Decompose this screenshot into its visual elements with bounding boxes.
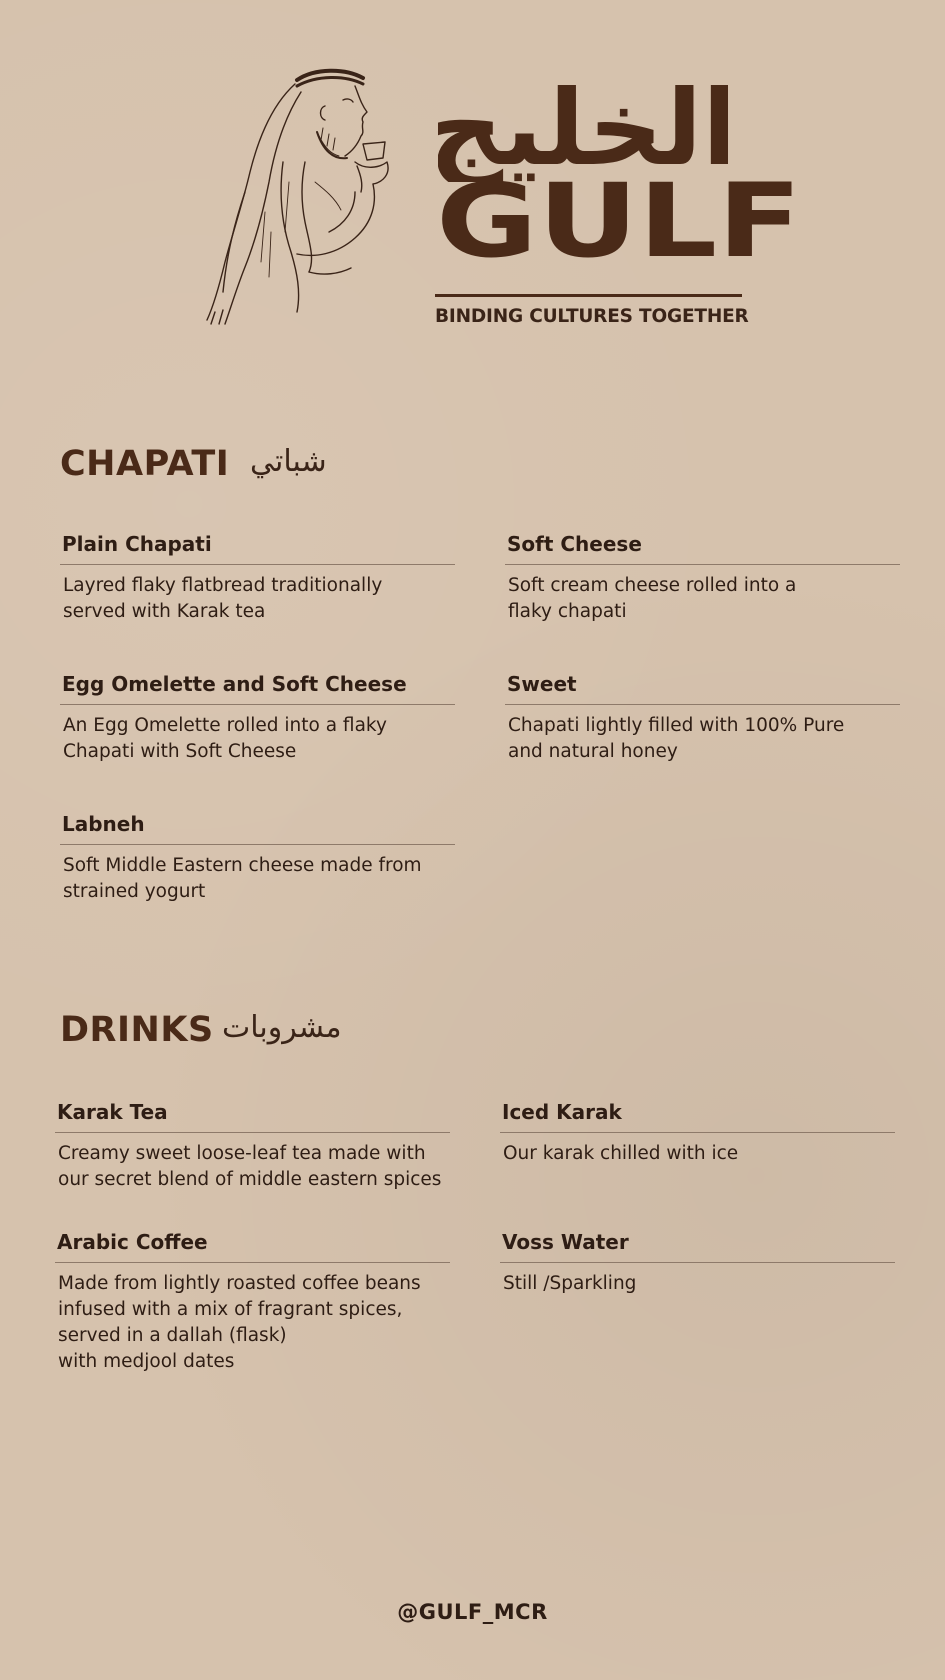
menu-item-description: Made from lightly roasted coffee beans infused with a mix of fragrant spices, served in a dallah (flask) with medjool dates xyxy=(58,1273,421,1372)
logo-divider xyxy=(435,294,742,297)
menu-item xyxy=(500,1100,895,1167)
man-drinking-coffee-sketch xyxy=(205,62,420,332)
menu-item-name: Voss Water xyxy=(502,1230,629,1254)
menu-item xyxy=(55,1230,450,1375)
menu-item-name: Arabic Coffee xyxy=(57,1230,208,1254)
drinks-section-title-arabic: مشروبات xyxy=(222,1010,342,1045)
drinks-section-title: DRINKS xyxy=(60,1010,214,1050)
menu-item-description: Layred flaky flatbread traditionally served with Karak tea xyxy=(63,575,383,622)
divider xyxy=(55,1262,450,1263)
divider xyxy=(500,1262,895,1263)
menu-item-description: Creamy sweet loose-leaf tea made with our secret blend of middle eastern spices xyxy=(58,1143,442,1190)
menu-item-name: Labneh xyxy=(62,812,145,836)
social-handle: @GULF_MCR xyxy=(397,1600,548,1624)
menu-item xyxy=(55,1100,450,1193)
menu-item-name: Plain Chapati xyxy=(62,532,212,556)
menu-item-description: Chapati lightly filled with 100% Pure and natural honey xyxy=(508,715,845,762)
menu-item xyxy=(500,1230,895,1297)
menu-item-description: Our karak chilled with ice xyxy=(503,1143,739,1164)
menu-item-name: Karak Tea xyxy=(57,1100,168,1124)
menu-item-description: Still /Sparkling xyxy=(503,1273,637,1294)
divider xyxy=(505,704,900,705)
brand-tagline: BINDING CULTURES TOGETHER xyxy=(435,306,749,327)
divider xyxy=(60,704,455,705)
menu-item-name: Sweet xyxy=(507,672,577,696)
chapati-section-title-arabic: شباتي xyxy=(250,444,327,479)
menu-item xyxy=(60,812,455,905)
divider xyxy=(55,1132,450,1133)
divider xyxy=(500,1132,895,1133)
menu-item xyxy=(60,672,455,765)
menu-item xyxy=(60,532,455,625)
menu-item-description: Soft cream cheese rolled into a flaky chapati xyxy=(508,575,797,622)
divider xyxy=(60,564,455,565)
divider xyxy=(60,844,455,845)
logo-english-name: GULF xyxy=(436,161,802,281)
menu-item-name: Soft Cheese xyxy=(507,532,642,556)
menu-item xyxy=(505,672,900,765)
menu-item-name: Egg Omelette and Soft Cheese xyxy=(62,672,407,696)
menu-item-name: Iced Karak xyxy=(502,1100,622,1124)
divider xyxy=(505,564,900,565)
chapati-section-title: CHAPATI xyxy=(60,444,230,484)
menu-item-description: Soft Middle Eastern cheese made from strained yogurt xyxy=(63,855,422,902)
menu-item xyxy=(505,532,900,625)
menu-item-description: An Egg Omelette rolled into a flaky Chapati with Soft Cheese xyxy=(63,715,387,762)
svg-text:الخليج: الخليج xyxy=(438,67,728,182)
